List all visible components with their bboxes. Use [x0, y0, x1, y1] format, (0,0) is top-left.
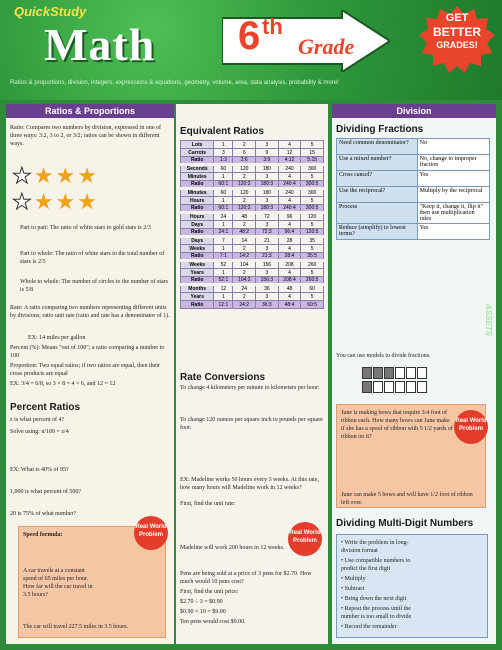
models-text: You can use models to divide fractions. — [336, 353, 431, 359]
percent-ratios-title: Percent Ratios — [10, 402, 81, 413]
table-cell: 21 — [256, 237, 279, 245]
equivalent-ratios-table — [180, 140, 324, 309]
list-item: • Multiply — [341, 576, 366, 582]
section-header-ratios: Ratios & Proportions — [6, 104, 174, 118]
percent-example-2: 1,000 is what percent of 500? — [10, 489, 81, 495]
table-cell: 36 — [256, 285, 279, 293]
table-row — [181, 293, 324, 301]
ratio-definition: Ratio: Compares two numbers by division, expressed in one of three ways: 3:2, 3 to 2, or 3/2; ratios can be shown in different ways. — [10, 125, 161, 147]
rate-example: EX: 14 miles per gallon — [28, 335, 86, 341]
side-label: ASSETS — [484, 304, 493, 337]
table-row — [181, 229, 324, 237]
table-row — [181, 205, 324, 213]
table-cell: 4 — [278, 141, 301, 149]
percent-question: z is what percent of 4? — [10, 417, 65, 423]
table-cell: 4 — [278, 245, 301, 253]
badge-line-3: GRADES! — [436, 40, 478, 50]
table-cell: 2 — [233, 269, 256, 277]
table-cell: 208:4 — [278, 277, 301, 285]
badge-line-1: GET — [445, 12, 469, 24]
row-label: Ratio — [181, 205, 214, 213]
gold-star-icon: ★ — [55, 189, 78, 214]
real-world-problem-badge: Real World Problem — [134, 516, 168, 550]
table-cell: 2 — [233, 293, 256, 301]
rate-text-1: To change 4 kilometers per minute to kilometers per hour: — [180, 385, 320, 391]
percent-definition: Percent (%): Means "out of 100"; a ratio comparing a number to 100 — [10, 345, 165, 359]
table-row — [181, 221, 324, 229]
question-cell: Use the reciprocal? — [337, 187, 418, 203]
table-cell: 3 — [256, 197, 279, 205]
table-cell: 240:4 — [278, 205, 301, 213]
table-cell: 2 — [233, 221, 256, 229]
table-cell: 3 — [256, 173, 279, 181]
table-row — [181, 213, 324, 221]
row-label: Ratio — [181, 157, 214, 165]
table-cell: 24 — [233, 285, 256, 293]
fraction-model-bars-2 — [362, 380, 428, 398]
answer-cell: "Keep it, change it, flip it" then use multiplication rules — [417, 203, 489, 224]
row-label: Weeks — [181, 245, 214, 253]
whole-to-whole: Whole to whole: The number of circles to the number of stars is 5/8 — [20, 279, 169, 293]
answer-cell: Yes — [417, 224, 489, 240]
table-cell: 4 — [278, 221, 301, 229]
table-cell: 300 — [301, 165, 324, 173]
table-cell: 12 — [214, 285, 233, 293]
table-row — [181, 181, 324, 189]
table-cell: 36:3 — [256, 301, 279, 309]
table-cell: 4:12 — [278, 157, 301, 165]
table-row — [181, 149, 324, 157]
table-row — [337, 139, 490, 155]
table-row — [337, 171, 490, 187]
answer-cell: No — [417, 139, 489, 155]
question-cell: Use a mixed number? — [337, 155, 418, 171]
june-answer: June can make 5 bows and will have 1/2 foot of ribbon left over. — [341, 492, 473, 506]
row-label: Minutes — [181, 189, 214, 197]
table-cell: 1 — [214, 197, 233, 205]
table-cell: 4 — [278, 293, 301, 301]
question-cell: Need common denominator? — [337, 139, 418, 155]
row-label: Ratio — [181, 277, 214, 285]
table-cell: 1 — [214, 245, 233, 253]
multi-digit-steps — [341, 539, 421, 633]
rate-step-1: First, find the unit rate: — [180, 501, 236, 507]
speed-formula-title: Speed formula: — [23, 532, 63, 538]
white-star-icon: ★ — [12, 189, 34, 214]
table-row — [181, 173, 324, 181]
table-row — [181, 285, 324, 293]
rate-example: EX: Madeline works 50 hours every 3 weeks. At this rate, how many hours will Madeline work in 12 weeks? — [180, 477, 319, 491]
row-label: Weeks — [181, 261, 214, 269]
table-row — [181, 165, 324, 173]
table-cell: 60 — [301, 285, 324, 293]
pens-step: First, find the unit price: — [180, 589, 239, 595]
answer-cell: Multiply by the reciprocal — [417, 187, 489, 203]
table-cell: 3 — [256, 141, 279, 149]
rate-definition: Rate: A ratio comparing two numbers representing different units by divisions; ratio unit rate (ratio and rate has a denominator of 1). — [10, 305, 170, 319]
table-cell: 2 — [233, 197, 256, 205]
table-cell: 2:6 — [233, 157, 256, 165]
table-cell: 180 — [256, 189, 279, 197]
table-cell: 21:3 — [256, 253, 279, 261]
quickstudy-logo: QuickStudy — [14, 4, 87, 19]
table-cell: 240:4 — [278, 181, 301, 189]
table-cell: 156:3 — [256, 277, 279, 285]
answer-cell: No, change to improper fraction — [417, 155, 489, 171]
table-cell: 1 — [214, 293, 233, 301]
table-cell: 28:4 — [278, 253, 301, 261]
proportion-definition: Proportion: Two equal ratios; if two ratios are equal, then their cross products are equal — [10, 363, 160, 377]
percent-example-3: 20 is 75% of what number? — [10, 511, 77, 517]
table-cell: 120:2 — [233, 205, 256, 213]
star-row-2 — [12, 190, 99, 214]
table-cell: 5 — [301, 197, 324, 205]
table-cell: 14 — [233, 237, 256, 245]
table-cell: 2 — [233, 245, 256, 253]
row-label: Days — [181, 237, 214, 245]
table-row — [337, 224, 490, 240]
grade-word: Grade — [298, 34, 355, 59]
speed-problem-text: A car travels at a constant speed of 65 miles per hour. How far will the car travel in 3.5 hours? — [23, 568, 93, 598]
table-row — [181, 237, 324, 245]
rate-conversions-title: Rate Conversions — [180, 372, 266, 383]
table-cell: 60:5 — [301, 301, 324, 309]
table-row — [181, 157, 324, 165]
list-item: • Bring down the next digit — [341, 596, 407, 602]
table-cell: 96:4 — [278, 229, 301, 237]
table-cell: 120 — [301, 213, 324, 221]
table-cell: 260:5 — [301, 277, 324, 285]
table-row — [181, 245, 324, 253]
real-world-problem-badge: Real World Problem — [454, 410, 488, 444]
right-column — [332, 104, 496, 644]
table-cell: 2 — [233, 173, 256, 181]
table-cell: 3:9 — [256, 157, 279, 165]
table-cell: 60:1 — [214, 205, 233, 213]
table-cell: 180 — [256, 165, 279, 173]
white-star-icon: ★ — [12, 163, 34, 188]
table-cell: 48:2 — [233, 229, 256, 237]
table-row — [181, 253, 324, 261]
percent-example-1: EX: What is 40% of 95? — [10, 467, 69, 473]
table-cell: 1 — [214, 221, 233, 229]
table-row — [181, 141, 324, 149]
list-item: • Record the remainder — [341, 624, 397, 630]
table-cell: 2 — [233, 141, 256, 149]
topics-line: Ratios & proportions, division, integers, expressions & equations, geometry, volume, area, data analysis, probability & more! — [10, 80, 339, 86]
table-row — [337, 155, 490, 171]
table-cell: 240 — [278, 189, 301, 197]
table-cell: 104 — [233, 261, 256, 269]
table-cell: 60:1 — [214, 181, 233, 189]
table-cell: 120 — [233, 165, 256, 173]
table-cell: 120 — [233, 189, 256, 197]
part-to-whole: Part to whole: The ratio of white stars to the total number of stars is 2/5 — [20, 251, 165, 265]
badge-line-2: BETTER — [433, 25, 481, 39]
table-cell: 12:1 — [214, 301, 233, 309]
pens-calc-1: $2.70 ÷ 3 = $0.90 — [180, 599, 223, 605]
table-row — [181, 269, 324, 277]
list-item: • Repeat the process until the number is too small to divide — [341, 606, 412, 620]
question-cell: Reduce (simplify) to lowest terms? — [337, 224, 418, 240]
table-cell: 300:5 — [301, 205, 324, 213]
table-cell: 60 — [214, 189, 233, 197]
table-cell: 3 — [256, 221, 279, 229]
row-label: Ratio — [181, 229, 214, 237]
table-cell: 12 — [278, 149, 301, 157]
answer-cell: Yes — [417, 171, 489, 187]
question-cell: Cross cancel? — [337, 171, 418, 187]
table-cell: 28 — [278, 237, 301, 245]
list-item: • Subtract — [341, 586, 365, 592]
table-cell: 15 — [301, 149, 324, 157]
table-cell: 9 — [256, 149, 279, 157]
row-label: Hours — [181, 197, 214, 205]
table-row — [337, 187, 490, 203]
table-cell: 60 — [214, 165, 233, 173]
table-cell: 35 — [301, 237, 324, 245]
gold-star-icon: ★ — [77, 163, 99, 188]
table-cell: 208 — [278, 261, 301, 269]
row-label: Seconds — [181, 165, 214, 173]
table-cell: 180:3 — [256, 205, 279, 213]
table-cell: 4 — [278, 197, 301, 205]
question-cell: Process — [337, 203, 418, 224]
pens-answer: Ten pens would cost $9.00. — [180, 619, 246, 625]
table-cell: 52 — [214, 261, 233, 269]
table-cell: 260 — [301, 261, 324, 269]
table-cell: 48:4 — [278, 301, 301, 309]
gold-star-icon: ★ — [33, 189, 56, 214]
table-cell: 72:3 — [256, 229, 279, 237]
table-cell: 240 — [278, 165, 301, 173]
left-column — [6, 104, 174, 644]
table-cell: 72 — [256, 213, 279, 221]
table-cell: 24:2 — [233, 301, 256, 309]
table-cell: 4 — [278, 269, 301, 277]
table-cell: 48 — [233, 213, 256, 221]
table-cell: 14:2 — [233, 253, 256, 261]
equivalent-ratios-title: Equivalent Ratios — [180, 126, 264, 137]
table-cell: 300:5 — [301, 181, 324, 189]
list-item: • Write the problem in long-division format — [341, 540, 409, 554]
proportion-example: EX: 3/4 = 6/8, so 3 × 8 = 4 × 6, and 12 = 12 — [10, 381, 116, 387]
grade-suffix: th — [262, 14, 283, 39]
speed-answer: The car will travel 227.5 miles in 3.5 hours. — [23, 624, 129, 630]
row-label: Ratio — [181, 253, 214, 261]
table-cell: 7:1 — [214, 253, 233, 261]
star-row-1 — [12, 164, 99, 188]
dividing-fractions-table — [336, 138, 490, 240]
table-row — [181, 189, 324, 197]
table-cell: 1:3 — [214, 157, 233, 165]
pens-problem: Pens are being sold at a price of 3 pens for $2.70. How much would 10 pens cost? — [180, 571, 312, 585]
table-cell: 1 — [214, 269, 233, 277]
middle-column — [176, 104, 328, 644]
table-cell: 5:15 — [301, 157, 324, 165]
gold-star-icon: ★ — [33, 163, 56, 188]
table-cell: 5 — [301, 141, 324, 149]
table-cell: 1 — [214, 141, 233, 149]
page-title: Math — [44, 19, 156, 70]
row-label: Minutes — [181, 173, 214, 181]
table-cell: 5 — [301, 269, 324, 277]
row-label: Years — [181, 293, 214, 301]
table-cell: 3 — [256, 245, 279, 253]
gold-star-icon: ★ — [55, 163, 78, 188]
row-label: Lots — [181, 141, 214, 149]
table-cell: 300 — [301, 189, 324, 197]
table-row — [181, 261, 324, 269]
row-label: Carrots — [181, 149, 214, 157]
pens-calc-2: $0.90 × 10 = $9.00 — [180, 609, 226, 615]
rate-step-2: Madeline will work 200 hours in 12 weeks. — [180, 545, 285, 551]
table-cell: 5 — [301, 245, 324, 253]
table-cell: 24 — [214, 213, 233, 221]
section-header-division: Division — [332, 104, 496, 118]
table-row — [181, 197, 324, 205]
row-label: Months — [181, 285, 214, 293]
percent-solve: Solve using: n/100 = z/4 — [10, 429, 69, 435]
table-cell: 104:2 — [233, 277, 256, 285]
grade-number: 6 — [238, 14, 261, 58]
table-cell: 7 — [214, 237, 233, 245]
table-row — [337, 203, 490, 224]
rate-text-2: To change 120 ounces per square inch to pounds per square foot: — [180, 417, 323, 431]
june-problem-text: June is making bows that require 3/4 foot of ribbon each. How many bows can June make if she has a spool of ribbon with 5 1/2 yards of ribbon on it? — [341, 410, 453, 440]
table-cell: 1 — [214, 173, 233, 181]
row-label: Days — [181, 221, 214, 229]
table-cell: 5 — [301, 293, 324, 301]
table-cell: 5 — [301, 221, 324, 229]
table-cell: 35:5 — [301, 253, 324, 261]
row-label: Hours — [181, 213, 214, 221]
part-to-part: Part to part: The ratio of white stars to gold stars is 2/3 — [20, 225, 151, 231]
row-label: Ratio — [181, 181, 214, 189]
table-cell: 6 — [233, 149, 256, 157]
multi-digit-title: Dividing Multi-Digit Numbers — [336, 518, 474, 529]
table-cell: 3 — [256, 293, 279, 301]
table-cell: 120:2 — [233, 181, 256, 189]
table-cell: 4 — [278, 173, 301, 181]
dividing-fractions-title: Dividing Fractions — [336, 124, 424, 135]
list-item: • Use compatible numbers to predict the first digit — [341, 558, 411, 572]
table-cell: 156 — [256, 261, 279, 269]
table-cell: 180:3 — [256, 181, 279, 189]
row-label: Years — [181, 269, 214, 277]
table-cell: 120:5 — [301, 229, 324, 237]
table-cell: 96 — [278, 213, 301, 221]
table-cell: 5 — [301, 173, 324, 181]
gold-star-icon: ★ — [77, 189, 99, 214]
real-world-problem-badge: Real World Problem — [288, 522, 322, 556]
table-row — [181, 277, 324, 285]
table-cell: 24:1 — [214, 229, 233, 237]
table-cell: 52:1 — [214, 277, 233, 285]
table-cell: 48 — [278, 285, 301, 293]
row-label: Ratio — [181, 301, 214, 309]
table-cell: 3 — [256, 269, 279, 277]
table-cell: 3 — [214, 149, 233, 157]
table-row — [181, 301, 324, 309]
multi-digit-box — [336, 534, 488, 638]
